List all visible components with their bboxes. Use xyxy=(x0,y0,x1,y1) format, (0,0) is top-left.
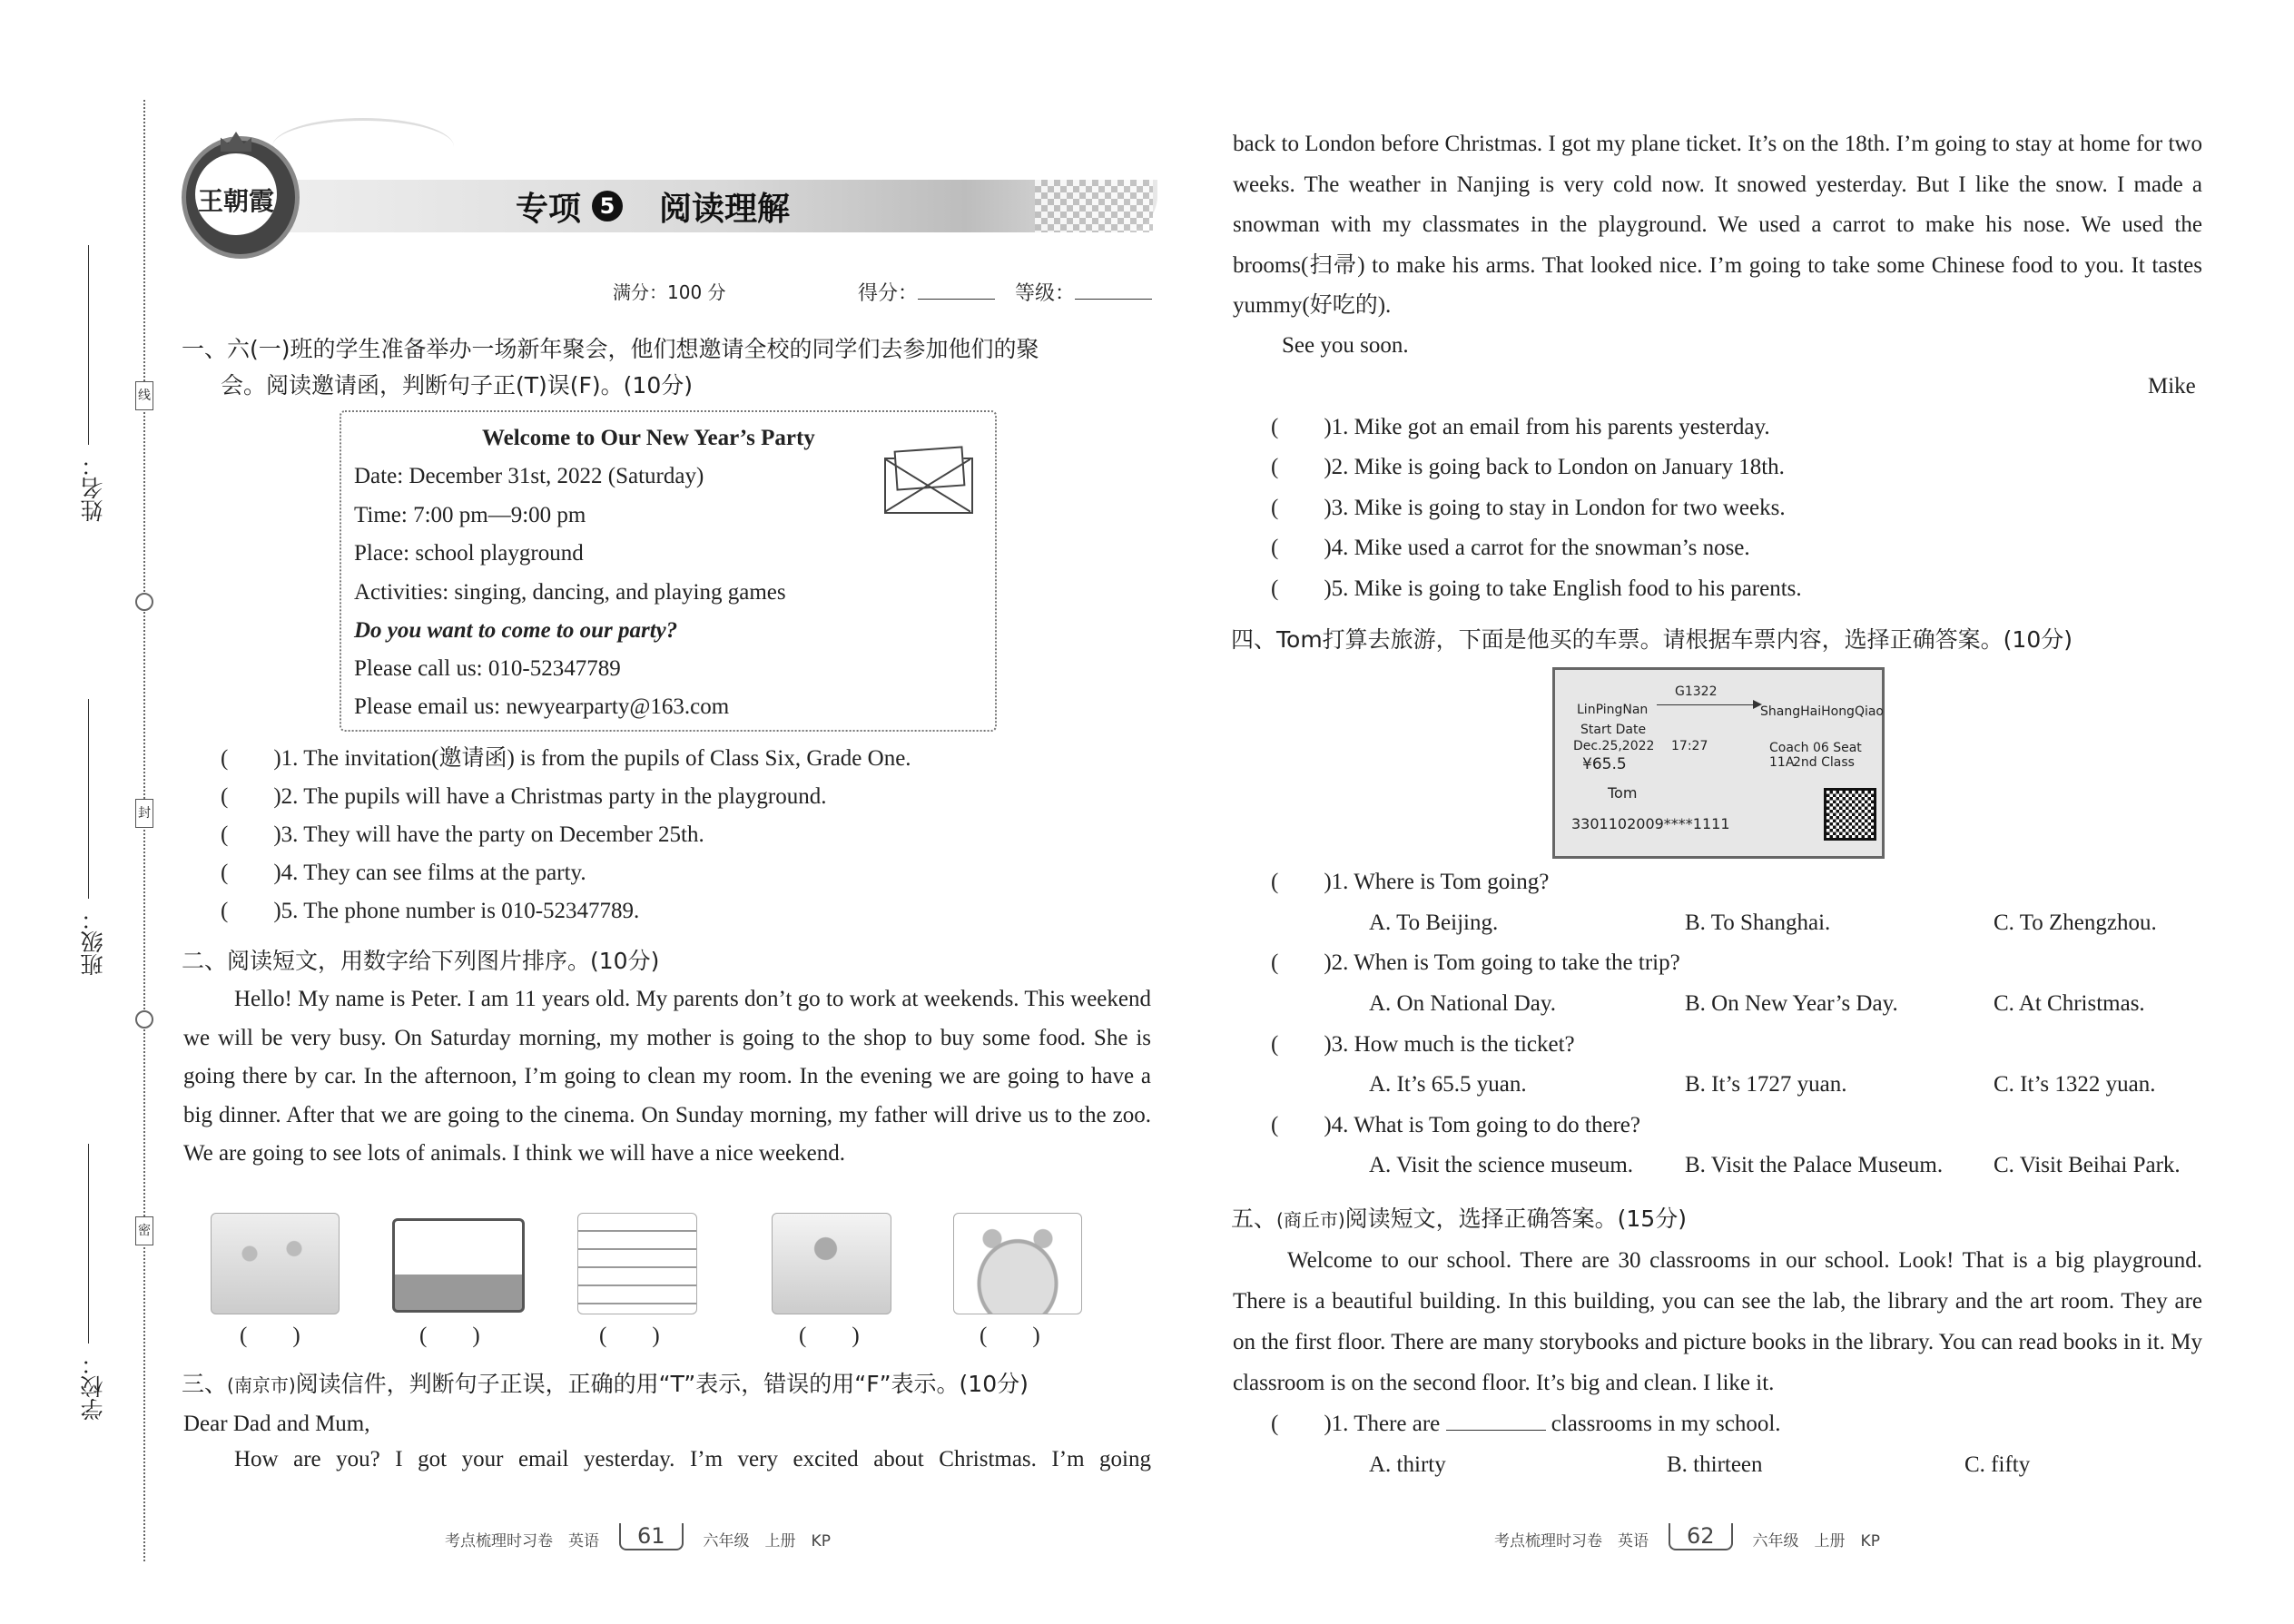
letter-continued: back to London before Christmas. I got my plane ticket. It’s on the 18th. I’m going to stay at home for two weeks. The weather in Nanjing is very cold now. It snowed yesterday. But I like the snow. I made a snowman with my classmates in the playground. We used a carrot to make his nose. We used the brooms(扫帚) to make his arms. That looked nice. I’m going to take some Chinese food to you. It tastes yummy(好吃的). xyxy=(1233,132,2202,318)
score-bar xyxy=(613,278,726,304)
ribbon-decoration xyxy=(272,118,454,175)
section4-q2-b[interactable]: B. On New Year’s Day. xyxy=(1685,991,1898,1016)
ticket-to: ShangHaiHongQiao xyxy=(1760,704,1885,719)
section4-q2-a[interactable]: A. On National Day. xyxy=(1369,991,1556,1016)
section4-q4[interactable]: ( )4. What is Tom going to do there? xyxy=(1271,1113,1640,1137)
margin-circle-1 xyxy=(135,593,153,611)
section4-q3-b[interactable]: B. It’s 1727 yuan. xyxy=(1685,1072,1847,1097)
shopping-picture xyxy=(577,1213,697,1314)
zoo-family-picture xyxy=(211,1213,340,1314)
section3-heading-num: 三、 xyxy=(182,1371,228,1397)
section4-q3-a[interactable]: A. It’s 65.5 yuan. xyxy=(1369,1072,1527,1097)
dinner-picture xyxy=(953,1213,1082,1314)
section2-heading: 二、阅读短文，用数字给下列图片排序。(10分) xyxy=(182,948,660,974)
section5-passage: Welcome to our school. There are 30 classrooms in our school. Look! That is a big playground. There is a beautiful building. In this building, you can see the lab, the library and the art room. They are on the first floor. There are many storybooks and picture books in the library. You can read books in it. My classroom is on the second floor. It’s big and clean. I like it. xyxy=(1233,1248,2202,1395)
page-number-left: 61 xyxy=(619,1523,684,1550)
ticket-date: Dec.25,2022 xyxy=(1573,739,1655,753)
invitation-email: Please email us: newyearparty@163.com xyxy=(354,694,730,719)
class-label: 班级： xyxy=(80,908,106,976)
ticket-time: 17:27 xyxy=(1671,739,1708,753)
section1-heading-line1: 一、六(一)班的学生准备举办一场新年聚会，他们想邀请全校的同学们去参加他们的聚 xyxy=(182,336,1039,362)
picture-blank-2[interactable]: ( ) xyxy=(419,1324,480,1348)
footer-right xyxy=(1494,1523,1880,1550)
section-badge: 5 xyxy=(592,191,623,221)
title-prefix: 专项 xyxy=(516,190,582,228)
grade-field[interactable] xyxy=(1015,278,1152,306)
section4-heading: 四、Tom打算去旅游，下面是他买的车票。请根据车票内容，选择正确答案。(10分) xyxy=(1231,626,2072,653)
section2-passage: Hello! My name is Peter. I am 11 years old. My parents don’t go to work at weekends. This weekend we will be very busy. On Saturday morning, my mother is going to the shop to buy some food. She is going there by car. In the afternoon, I’m going to clean my room. In the evening we are going to have a big dinner. After that we are going to the cinema. On Sunday morning, my father will drive us to the zoo. We are going to see lots of animals. I think we will have a nice weekend. xyxy=(183,987,1151,1166)
page-title xyxy=(516,183,790,229)
section4-q1-a[interactable]: A. To Beijing. xyxy=(1369,910,1499,935)
section3-item-4[interactable]: ( )4. Mike used a carrot for the snowman’s nose. xyxy=(1271,536,1750,560)
footer-left-grade: 六年级 上册 KP xyxy=(703,1532,831,1550)
train-ticket xyxy=(1552,667,1885,859)
crown-icon xyxy=(221,132,251,152)
section5-city: (商丘市) xyxy=(1276,1209,1345,1231)
section1-item-1[interactable]: ( )1. The invitation(邀请函) is from the pupils of Class Six, Grade One. xyxy=(221,746,911,771)
cleaning-room-picture xyxy=(772,1213,891,1314)
section5-heading xyxy=(1231,1207,1687,1230)
margin-mi-box: 密 xyxy=(135,1216,153,1245)
section3-heading xyxy=(182,1373,1029,1395)
footer-left xyxy=(445,1523,831,1550)
logo-text: 王朝霞 xyxy=(197,186,274,216)
footer-right-grade: 六年级 上册 KP xyxy=(1752,1532,1880,1550)
section5-q1-before: ( )1. There are xyxy=(1271,1412,1441,1436)
ticket-price: ¥65.5 xyxy=(1582,755,1627,773)
section4-q2-c[interactable]: C. At Christmas. xyxy=(1994,991,2145,1016)
ticket-from: LinPingNan xyxy=(1577,703,1649,717)
section4-q1-c[interactable]: C. To Zhengzhou. xyxy=(1994,910,2157,935)
section4-q3[interactable]: ( )3. How much is the ticket? xyxy=(1271,1032,1575,1057)
full-score: 满分：100 分 xyxy=(613,281,726,303)
section4-q4-b[interactable]: B. Visit the Palace Museum. xyxy=(1685,1153,1944,1177)
section4-q2[interactable]: ( )2. When is Tom going to take the trip? xyxy=(1271,950,1680,975)
page-number-right: 62 xyxy=(1669,1523,1733,1550)
section3-item-1[interactable]: ( )1. Mike got an email from his parents yesterday. xyxy=(1271,415,1770,439)
section5-q1-c[interactable]: C. fifty xyxy=(1964,1452,2031,1477)
ticket-id: 3301102009****1111 xyxy=(1571,815,1730,832)
invitation-question: Do you want to come to our party? xyxy=(354,618,678,643)
invitation-time: Time: 7:00 pm—9:00 pm xyxy=(354,503,586,527)
letter-signature: Mike xyxy=(2148,374,2196,399)
section1-item-3[interactable]: ( )3. They will have the party on December 25th. xyxy=(221,822,704,847)
section5-heading-num: 五、 xyxy=(1231,1206,1277,1232)
binding-dotted-line xyxy=(143,100,145,1561)
picture-blank-1[interactable]: ( ) xyxy=(240,1324,300,1348)
section4-q4-c[interactable]: C. Visit Beihai Park. xyxy=(1994,1153,2181,1177)
ticket-start-label: Start Date xyxy=(1580,723,1647,737)
section1-item-4[interactable]: ( )4. They can see films at the party. xyxy=(221,861,586,885)
ticket-class: 2nd Class xyxy=(1793,755,1855,770)
header-checker xyxy=(1035,180,1153,232)
section3-item-5[interactable]: ( )5. Mike is going to take English food to his parents. xyxy=(1271,576,1802,601)
section3-city: (南京市) xyxy=(227,1374,296,1396)
title-main: 阅读理解 xyxy=(659,190,791,228)
ticket-name: Tom xyxy=(1608,784,1638,802)
section1-item-5[interactable]: ( )5. The phone number is 010-52347789. xyxy=(221,899,640,923)
margin-circle-2 xyxy=(135,1010,153,1029)
letter-first-line: How are you? I got your email yesterday. I’m very excited about Christmas. I’m going xyxy=(234,1447,1151,1471)
ticket-seat: Coach 06 Seat 11A xyxy=(1769,741,1862,770)
school-label: 学校： xyxy=(80,1353,106,1421)
invitation-title: Welcome to Our New Year’s Party xyxy=(482,426,815,450)
footer-left-text: 考点梳理时习卷 英语 xyxy=(445,1532,599,1550)
invitation-card xyxy=(340,410,997,732)
picture-blank-4[interactable]: ( ) xyxy=(799,1324,860,1348)
section5-q1-blank[interactable] xyxy=(1446,1430,1546,1431)
invitation-activities: Activities: singing, dancing, and playing games xyxy=(354,580,786,605)
envelope-icon xyxy=(884,448,971,512)
section5-heading-rest: 阅读短文，选择正确答案。(15分) xyxy=(1344,1206,1687,1232)
section4-q3-c[interactable]: C. It’s 1322 yuan. xyxy=(1994,1072,2156,1097)
margin-feng-box: 封 xyxy=(135,799,153,828)
section4-q1[interactable]: ( )1. Where is Tom going? xyxy=(1271,870,1550,894)
arrow-icon xyxy=(1657,704,1757,705)
qr-code-icon xyxy=(1824,788,1876,841)
invitation-date: Date: December 31st, 2022 (Saturday) xyxy=(354,464,704,488)
section1-item-2[interactable]: ( )2. The pupils will have a Christmas party in the playground. xyxy=(221,784,827,809)
class-field[interactable] xyxy=(74,699,111,989)
section3-item-3[interactable]: ( )3. Mike is going to stay in London for two weeks. xyxy=(1271,496,1786,520)
section3-item-2[interactable]: ( )2. Mike is going back to London on January 18th. xyxy=(1271,455,1785,479)
section4-q4-a[interactable]: A. Visit the science museum. xyxy=(1369,1153,1634,1177)
invitation-place: Place: school playground xyxy=(354,541,584,566)
section1-heading-line2: 会。阅读邀请函，判断句子正(T)误(F)。(10分) xyxy=(221,372,693,399)
picture-blank-5[interactable]: ( ) xyxy=(980,1324,1040,1348)
letter-greeting: Dear Dad and Mum, xyxy=(183,1412,370,1436)
picture-blank-3[interactable]: ( ) xyxy=(599,1324,660,1348)
grade-label: 等级： xyxy=(1015,282,1076,305)
margin-xian-box: 线 xyxy=(135,381,153,410)
section5-q1-after: classrooms in my school. xyxy=(1551,1412,1781,1436)
brand-logo xyxy=(182,136,300,259)
section3-heading-rest: 阅读信件，判断句子正误，正确的用“T”表示，错误的用“F”表示。(10分) xyxy=(295,1371,1029,1397)
score-label: 得分： xyxy=(858,282,919,305)
cinema-picture xyxy=(392,1218,525,1313)
name-field[interactable] xyxy=(74,245,111,536)
score-field[interactable] xyxy=(858,278,995,306)
section5-q1-a[interactable]: A. thirty xyxy=(1369,1452,1446,1477)
section5-q1-b[interactable]: B. thirteen xyxy=(1667,1452,1763,1477)
section4-q1-b[interactable]: B. To Shanghai. xyxy=(1685,910,1831,935)
invitation-call: Please call us: 010-52347789 xyxy=(354,656,621,681)
section5-q1[interactable] xyxy=(1271,1412,1781,1435)
name-label: 姓名： xyxy=(80,454,106,522)
ticket-train: G1322 xyxy=(1675,684,1718,699)
letter-see-you: See you soon. xyxy=(1282,333,1409,358)
footer-right-text: 考点梳理时习卷 英语 xyxy=(1494,1532,1649,1550)
school-field[interactable] xyxy=(74,1144,111,1434)
